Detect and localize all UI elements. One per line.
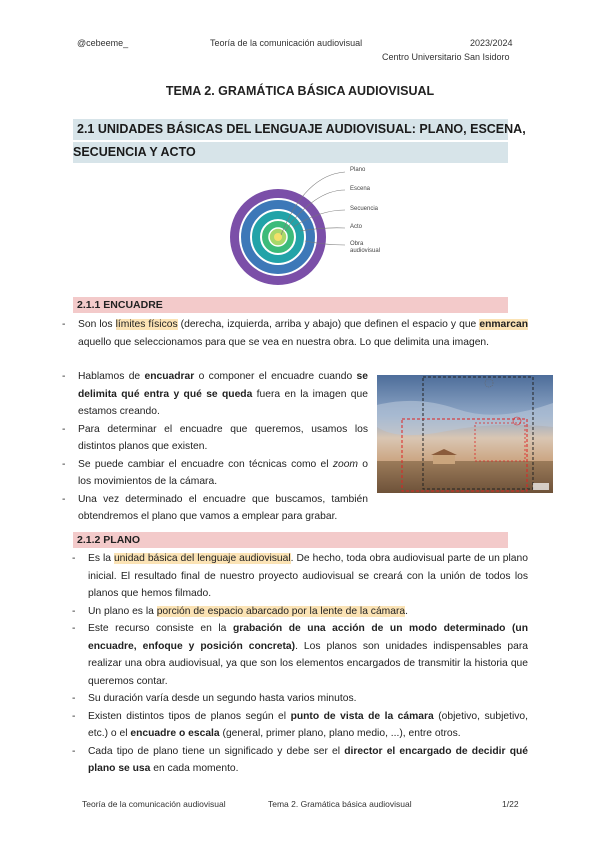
section-title-line1: 2.1 UNIDADES BÁSICAS DEL LENGUAJE AUDIOVISUAL: PLANO, ESCENA, — [77, 122, 526, 136]
plano-bullet-4: - Su duración varía desde un segundo hasta varios minutos. — [88, 690, 528, 708]
encuadre-bullet-1: - Son los límites físicos (derecha, izquierda, arriba y abajo) que definen el espacio y que enmarcan aquello que seleccionamos para que se vea en nuestra obra. Lo que delimita una imagen. — [78, 316, 528, 351]
label-escena: Escena — [350, 186, 371, 192]
photo-house — [433, 455, 455, 464]
footer-course: Teoría de la comunicación audiovisual — [82, 799, 226, 809]
plano-bullet-3: - Este recurso consiste en la grabación de una acción de un modo determinado (un encuadre, enfoque y posición concreta). Los planos son unidades indispensables para realizar una obra audiovisual, ya que son los elementos encargados de transmitir la historia que queremos contar. — [88, 620, 528, 690]
plano-bullet-5: - Existen distintos tipos de planos según el punto de vista de la cámara (objetivo, subjetivo, etc.) o el encuadre o escala (general, primer plano, plano medio, ...), entre otros. — [88, 708, 528, 743]
header-course: Teoría de la comunicación audiovisual — [210, 38, 363, 48]
encuadre-bullet-3: - Para determinar el encuadre que queremos, usamos los distintos planos que existen. — [78, 421, 368, 456]
units-diagram — [225, 165, 385, 295]
encuadre-bullet-5: - Una vez determinado el encuadre que buscamos, también obtendremos el plano que vamos a emplear para grabar. — [78, 491, 368, 526]
subsection-title-encuadre: 2.1.1 ENCUADRE — [77, 299, 163, 311]
header-author: @cebeeme_ — [77, 38, 129, 48]
plano-bullets — [88, 550, 528, 778]
label-plano: Plano — [350, 167, 366, 173]
ring-center — [274, 233, 282, 241]
label-audiovisual: audiovisual — [350, 248, 381, 254]
header-year: 2023/2024 — [470, 38, 513, 48]
label-secuencia: Secuencia — [350, 206, 379, 212]
subsection-title-plano: 2.1.2 PLANO — [77, 534, 141, 546]
section-title-line2: SECUENCIA Y ACTO — [73, 145, 196, 159]
plano-bullet-2: - Un plano es la porción de espacio abarcado por la lente de la cámara. — [88, 603, 528, 621]
footer-topic: Tema 2. Gramática básica audiovisual — [268, 799, 412, 809]
photo-watermark — [533, 483, 549, 490]
encuadre-bullet-2: - Hablamos de encuadrar o componer el encuadre cuando se delimita qué entra y qué se queda fuera en la imagen que estamos creando. — [78, 368, 368, 421]
framing-photo — [377, 375, 553, 493]
header-school: Centro Universitario San Isidoro — [382, 52, 510, 62]
page-title: TEMA 2. GRAMÁTICA BÁSICA AUDIOVISUAL — [165, 84, 435, 98]
footer-page: 1/22 — [502, 799, 519, 809]
encuadre-bullets-left — [78, 368, 368, 526]
label-obra: Obra — [350, 241, 364, 247]
encuadre-bullet-4: - Se puede cambiar el encuadre con técnicas como el zoom o los movimientos de la cámara. — [78, 456, 368, 491]
plano-bullet-6: - Cada tipo de plano tiene un significado y debe ser el director el encargado de decidir qué plano se usa en cada momento. — [88, 743, 528, 778]
plano-bullet-1: - Es la unidad básica del lenguaje audiovisual. De hecho, toda obra audiovisual parte de un plano inicial. El resultado final de nuestro proyecto audiovisual se creará con la unión de todos los planos que hemos filmado. — [88, 550, 528, 603]
label-acto: Acto — [350, 224, 363, 230]
